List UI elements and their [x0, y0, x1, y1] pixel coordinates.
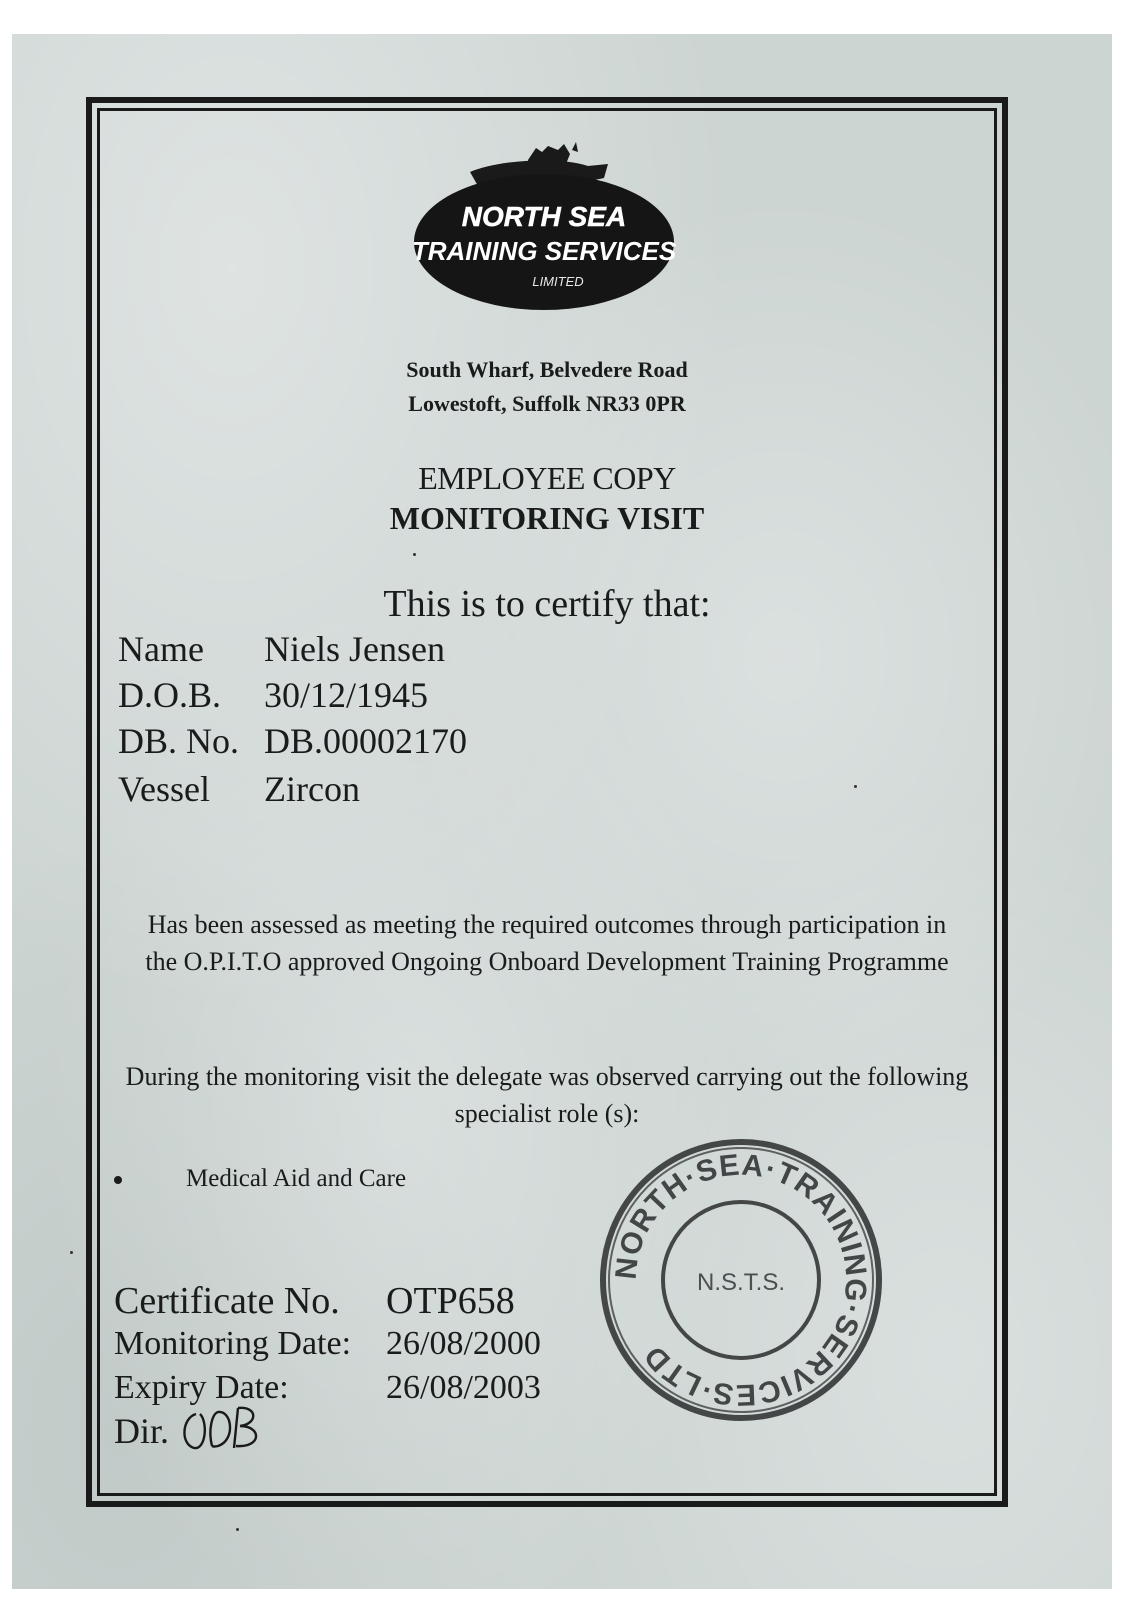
name-label: Name	[118, 629, 204, 669]
vessel-row	[118, 768, 360, 810]
copy-type: EMPLOYEE COPY	[418, 460, 676, 496]
address-line-2: Lowestoft, Suffolk NR33 0PR	[408, 391, 686, 416]
director-row	[114, 1410, 169, 1452]
paper-speck	[70, 1251, 73, 1254]
db-number-label: DB. No.	[118, 721, 240, 761]
svg-text:N.S.T.S.: N.S.T.S.	[696, 1269, 786, 1296]
certificate-number-row	[114, 1279, 515, 1323]
svg-text:NORTH·SEA·TRAINING·SERVICES·LT: NORTH·SEA·TRAINING·SERVICES·LTD	[609, 1148, 873, 1412]
name-value: Niels Jensen	[264, 629, 445, 669]
paper-speck	[854, 785, 857, 788]
name-row	[118, 628, 445, 670]
observation-text: During the monitoring visit the delegate was observed carrying out the following specialist role (s):	[125, 1062, 969, 1128]
db-number-value: DB.00002170	[264, 721, 468, 761]
expiry-date-value: 26/08/2003	[386, 1369, 541, 1406]
svg-text:TRAINING SERVICES: TRAINING SERVICES	[411, 236, 677, 266]
svg-text:NORTH SEA: NORTH SEA	[461, 201, 627, 232]
db-number-row	[118, 720, 467, 762]
role-list-item	[114, 1165, 406, 1193]
expiry-date-label: Expiry Date:	[114, 1369, 289, 1406]
role-label: Medical Aid and Care	[186, 1165, 407, 1192]
dob-value: 30/12/1945	[264, 675, 429, 715]
bullet-icon	[114, 1176, 122, 1184]
certificate-number-label: Certificate No.	[114, 1280, 340, 1322]
svg-text:LIMITED: LIMITED	[532, 274, 584, 289]
dob-row	[118, 674, 428, 716]
paper-speck	[236, 1528, 239, 1531]
vessel-value: Zircon	[264, 769, 360, 809]
dob-label: D.O.B.	[118, 675, 222, 715]
assessment-text: Has been assessed as meeting the required outcomes through participation in the O.P.I.T.O approved Ongoing Onboard Development Training Programme	[145, 910, 949, 976]
monitoring-date-row	[114, 1325, 541, 1363]
certificate-number-value: OTP658	[386, 1280, 515, 1322]
address-line-1: South Wharf, Belvedere Road	[406, 357, 688, 382]
company-stamp	[596, 1135, 886, 1425]
vessel-label: Vessel	[118, 769, 210, 809]
certify-intro: This is to certify that:	[383, 583, 711, 625]
monitoring-date-value: 26/08/2000	[386, 1325, 541, 1362]
paper-speck	[413, 553, 416, 556]
director-label: Dir.	[114, 1411, 170, 1451]
company-logo	[408, 142, 680, 314]
document-title: MONITORING VISIT	[389, 500, 705, 536]
director-signature	[178, 1400, 268, 1456]
monitoring-date-label: Monitoring Date:	[114, 1325, 352, 1362]
